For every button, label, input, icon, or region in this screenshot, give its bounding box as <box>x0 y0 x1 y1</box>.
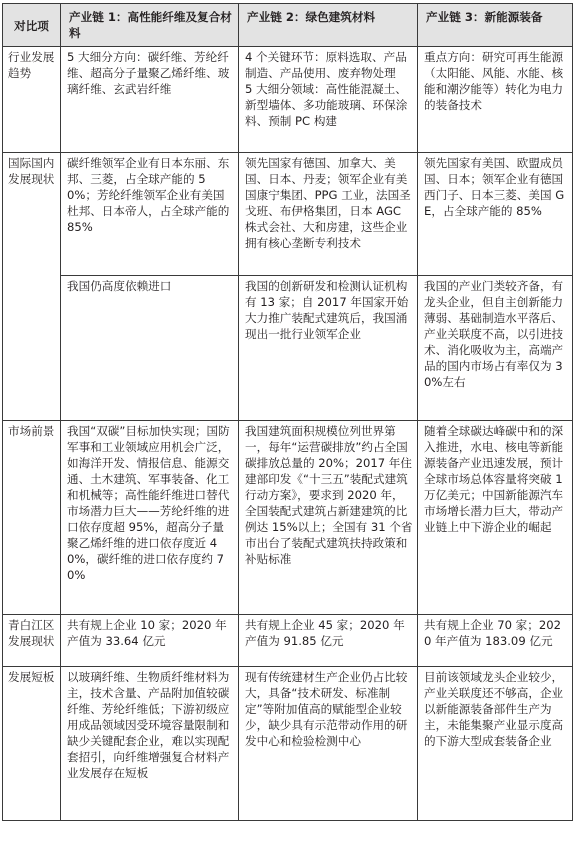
table-row <box>3 153 573 276</box>
table-row <box>3 421 573 615</box>
cell-chain-2: 4 个关键环节：原料选取、产品制造、产品使用、废弃物处理 5 大细分领域：高性能混凝土、新型墙体、多功能玻璃、环保涂料、预制 PC 构建 <box>239 47 418 153</box>
cell-chain-2: 领先国家有德国、加拿大、美国、日本、丹麦；领军企业有美国康宁集团、PPG 工业，法国圣戈班、布伊格集团，日本 AGC 株式会社、大和房建，这些企业拥有核心垄断专利技术 <box>239 153 418 276</box>
cell-chain-2: 现有传统建材生产企业仍占比较大，具备“技术研发、标准制定”等附加值高的赋能型企业较少，缺少具有示范带动作用的研发中心和检验检测中心 <box>239 667 418 821</box>
row-label-market: 市场前景 <box>3 421 61 615</box>
row-label-status: 国际国内发展现状 <box>3 153 61 421</box>
cell-chain-1: 我国仍高度依赖进口 <box>61 276 239 421</box>
row-label-qingbaijiang: 青白江区发展现状 <box>3 615 61 667</box>
header-chain-1: 产业链 1：高性能纤维及复合材料 <box>61 4 239 47</box>
cell-chain-3: 我国的产业门类较齐备，有龙头企业，但自主创新能力薄弱、基础制造水平落后、产业关联度不高，以引进技术、消化吸收为主，高端产品的国内市场占有率仅为 30%左右 <box>418 276 573 421</box>
header-chain-3: 产业链 3：新能源装备 <box>418 4 573 47</box>
cell-chain-3: 目前该领域龙头企业较少，产业关联度还不够高，企业以新能源装备部件生产为主，未能集聚产业显示度高的下游大型成套装备企业 <box>418 667 573 821</box>
table-row <box>3 47 573 153</box>
header-row <box>3 4 573 47</box>
table-row <box>3 667 573 821</box>
table-row <box>3 615 573 667</box>
row-label-trend: 行业发展趋势 <box>3 47 61 153</box>
cell-chain-1: 以玻璃纤维、生物质纤维材料为主，技术含量、产品附加值较碳纤维、芳纶纤维低；下游初级应用成品领域因受环境容量限制和缺少关键配套企业，难以实现配套招引，向纤维增强复合材料产业发展存在短板 <box>61 667 239 821</box>
cell-chain-1: 我国“双碳”目标加快实现；国防军事和工业领域应用机会广泛，如海洋开发、情报信息、能源交通、土木建筑、军事装备、化工和机械等；高性能纤维进口替代市场潜力巨大——芳纶纤维的进口依存度超 95%，超高分子量聚乙烯纤维的进口依存度近 40%，碳纤维的进口依存度约 70% <box>61 421 239 615</box>
row-label-weakness: 发展短板 <box>3 667 61 821</box>
cell-chain-3: 随着全球碳达峰碳中和的深入推进，水电、核电等新能源装备产业迅速发展，预计全球市场总体容量将突破 1 万亿美元；中国新能源汽车市场增长潜力巨大，带动产业链上中下游企业的崛起 <box>418 421 573 615</box>
cell-chain-3: 重点方向：研究可再生能源（太阳能、风能、水能、核能和潮汐能等）转化为电力的装备技术 <box>418 47 573 153</box>
table-row <box>3 276 573 421</box>
cell-chain-2: 共有规上企业 45 家；2020 年产值为 91.85 亿元 <box>239 615 418 667</box>
header-chain-2: 产业链 2：绿色建筑材料 <box>239 4 418 47</box>
header-comparison-item: 对比项 <box>3 4 61 47</box>
cell-chain-1: 5 大细分方向：碳纤维、芳纶纤维、超高分子量聚乙烯纤维、玻璃纤维、玄武岩纤维 <box>61 47 239 153</box>
cell-chain-1: 共有规上企业 10 家；2020 年产值为 33.64 亿元 <box>61 615 239 667</box>
comparison-table <box>2 3 573 821</box>
cell-chain-2: 我国的创新研发和检测认证机构有 13 家；自 2017 年国家开始大力推广装配式建筑后，我国涌现出一批行业领军企业 <box>239 276 418 421</box>
cell-chain-1: 碳纤维领军企业有日本东丽、东邦、三菱，占全球产能的 50%；芳纶纤维领军企业有美国杜邦、日本帝人，占全球产能的 85% <box>61 153 239 276</box>
cell-chain-3: 领先国家有美国、欧盟成员国、日本；领军企业有德国西门子、日本三菱、美国 GE，占全球产能的 85% <box>418 153 573 276</box>
cell-chain-2: 我国建筑面积规模位列世界第一，每年“运营碳排放”约占全国碳排放总量的 20%；2017 年住建部印发《“十三五”装配式建筑行动方案》，要求到 2020 年，全国装配式建筑占新建建筑的比例达 15%以上；全国有 31 个省市出台了装配式建筑扶持政策和补贴标准 <box>239 421 418 615</box>
cell-chain-3: 共有规上企业 70 家；2020 年产值为 183.09 亿元 <box>418 615 573 667</box>
